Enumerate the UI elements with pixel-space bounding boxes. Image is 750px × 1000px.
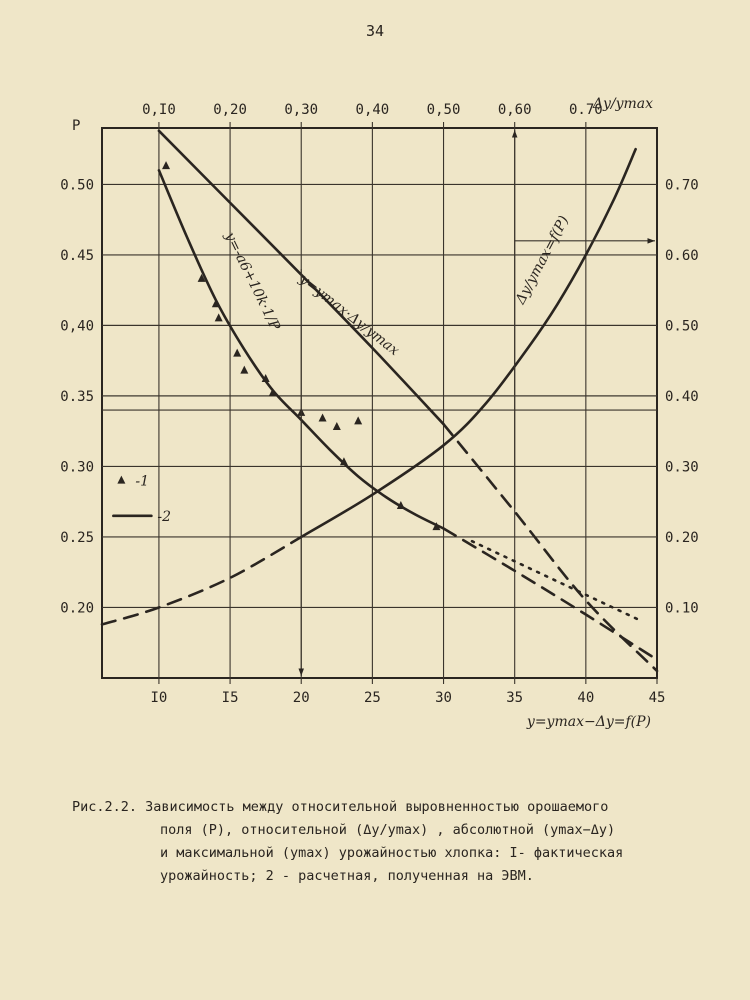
series-6	[472, 541, 643, 621]
data-point-triangle	[333, 422, 341, 430]
y-right-tick-label: 0.40	[665, 388, 699, 405]
x-top-tick-label: 0,30	[284, 102, 319, 118]
series-5	[102, 537, 301, 624]
page-number: 34	[365, 22, 385, 40]
guide-arrow-up-head	[512, 130, 517, 138]
y-axis-label: P	[72, 118, 81, 134]
x-bottom-tick-label: 25	[363, 690, 381, 706]
curves	[102, 131, 657, 671]
curve-annotation-1: y=-a6+10k·1/P	[221, 229, 283, 334]
curve-annotation-2: y=ymax·Δy/ymax	[296, 271, 403, 359]
caption-line-3: и максимальной (ymax) урожайностью хлопка: I- фактическая	[160, 845, 624, 861]
y-left-tick-label: 0.20	[60, 600, 94, 617]
legend-label-2: -2	[157, 508, 172, 525]
x-top-axis-label: Δy/ymax	[592, 96, 653, 112]
data-point-triangle	[162, 161, 170, 169]
data-point-triangle	[215, 313, 223, 321]
data-point-triangle	[319, 414, 327, 422]
y-left-tick-label: 0.30	[60, 459, 94, 476]
x-bottom-tick-label: I5	[221, 690, 239, 706]
grid	[102, 122, 657, 684]
x-bottom-tick-label: 35	[506, 690, 524, 706]
caption-line-2: поля (Р), относительной (Δy/ymax) , абсолютной (ymax−Δy)	[160, 822, 616, 838]
x-axis-label: y=ymax−Δy=f(P)	[526, 714, 651, 730]
x-top-tick-label: 0.70	[568, 102, 603, 118]
x-top-tick-label: 0,40	[355, 102, 390, 118]
y-right-tick-label: 0.70	[665, 177, 699, 194]
y-right-tick-label: 0.20	[665, 529, 699, 546]
x-top-tick-label: 0,I0	[142, 102, 176, 118]
y-right-tick-label: 0.50	[665, 318, 699, 335]
legend	[113, 474, 171, 525]
y-left-tick-label: 0.35	[60, 388, 94, 405]
y-right-tick-label: 0.30	[665, 459, 699, 476]
x-top-tick-label: 0,60	[497, 102, 532, 118]
y-left-tick-label: 0.45	[60, 247, 94, 264]
y-left-tick-label: 0,40	[60, 318, 94, 335]
y-left-tick-label: 0.25	[60, 529, 94, 546]
guide-arrow-down-head	[298, 668, 303, 676]
guide-arrow-right-head	[647, 238, 655, 243]
x-bottom-tick-label: 20	[292, 690, 310, 706]
y-right-tick-label: 0.60	[665, 247, 699, 264]
y-right-tick-label: 0.10	[665, 600, 699, 617]
data-point-triangle	[240, 366, 248, 374]
curve-annotation-3: Δy/ymax=f(P)	[512, 213, 573, 307]
legend-label-1: -1	[135, 473, 150, 490]
x-bottom-tick-label: 45	[648, 690, 666, 706]
x-bottom-tick-label: 30	[435, 690, 452, 706]
figure-caption	[72, 796, 692, 888]
annotations	[221, 130, 655, 676]
x-bottom-tick-label: 40	[577, 690, 595, 706]
y-left-tick-label: 0.50	[60, 177, 94, 194]
plot-frame	[102, 128, 657, 678]
x-top-tick-label: 0,50	[426, 102, 461, 118]
legend-marker-triangle	[117, 476, 125, 484]
data-point-triangle	[233, 349, 241, 357]
caption-line-1: Рис.2.2. Зависимость между относительной выровненностью орошаемого	[72, 799, 609, 815]
x-top-tick-label: 0,20	[213, 102, 247, 118]
caption-line-4: урожайность; 2 - расчетная, полученная на ЭВМ.	[160, 868, 534, 884]
x-bottom-tick-label: I0	[150, 690, 168, 706]
tick-labels	[60, 96, 698, 730]
data-point-triangle	[354, 416, 362, 424]
